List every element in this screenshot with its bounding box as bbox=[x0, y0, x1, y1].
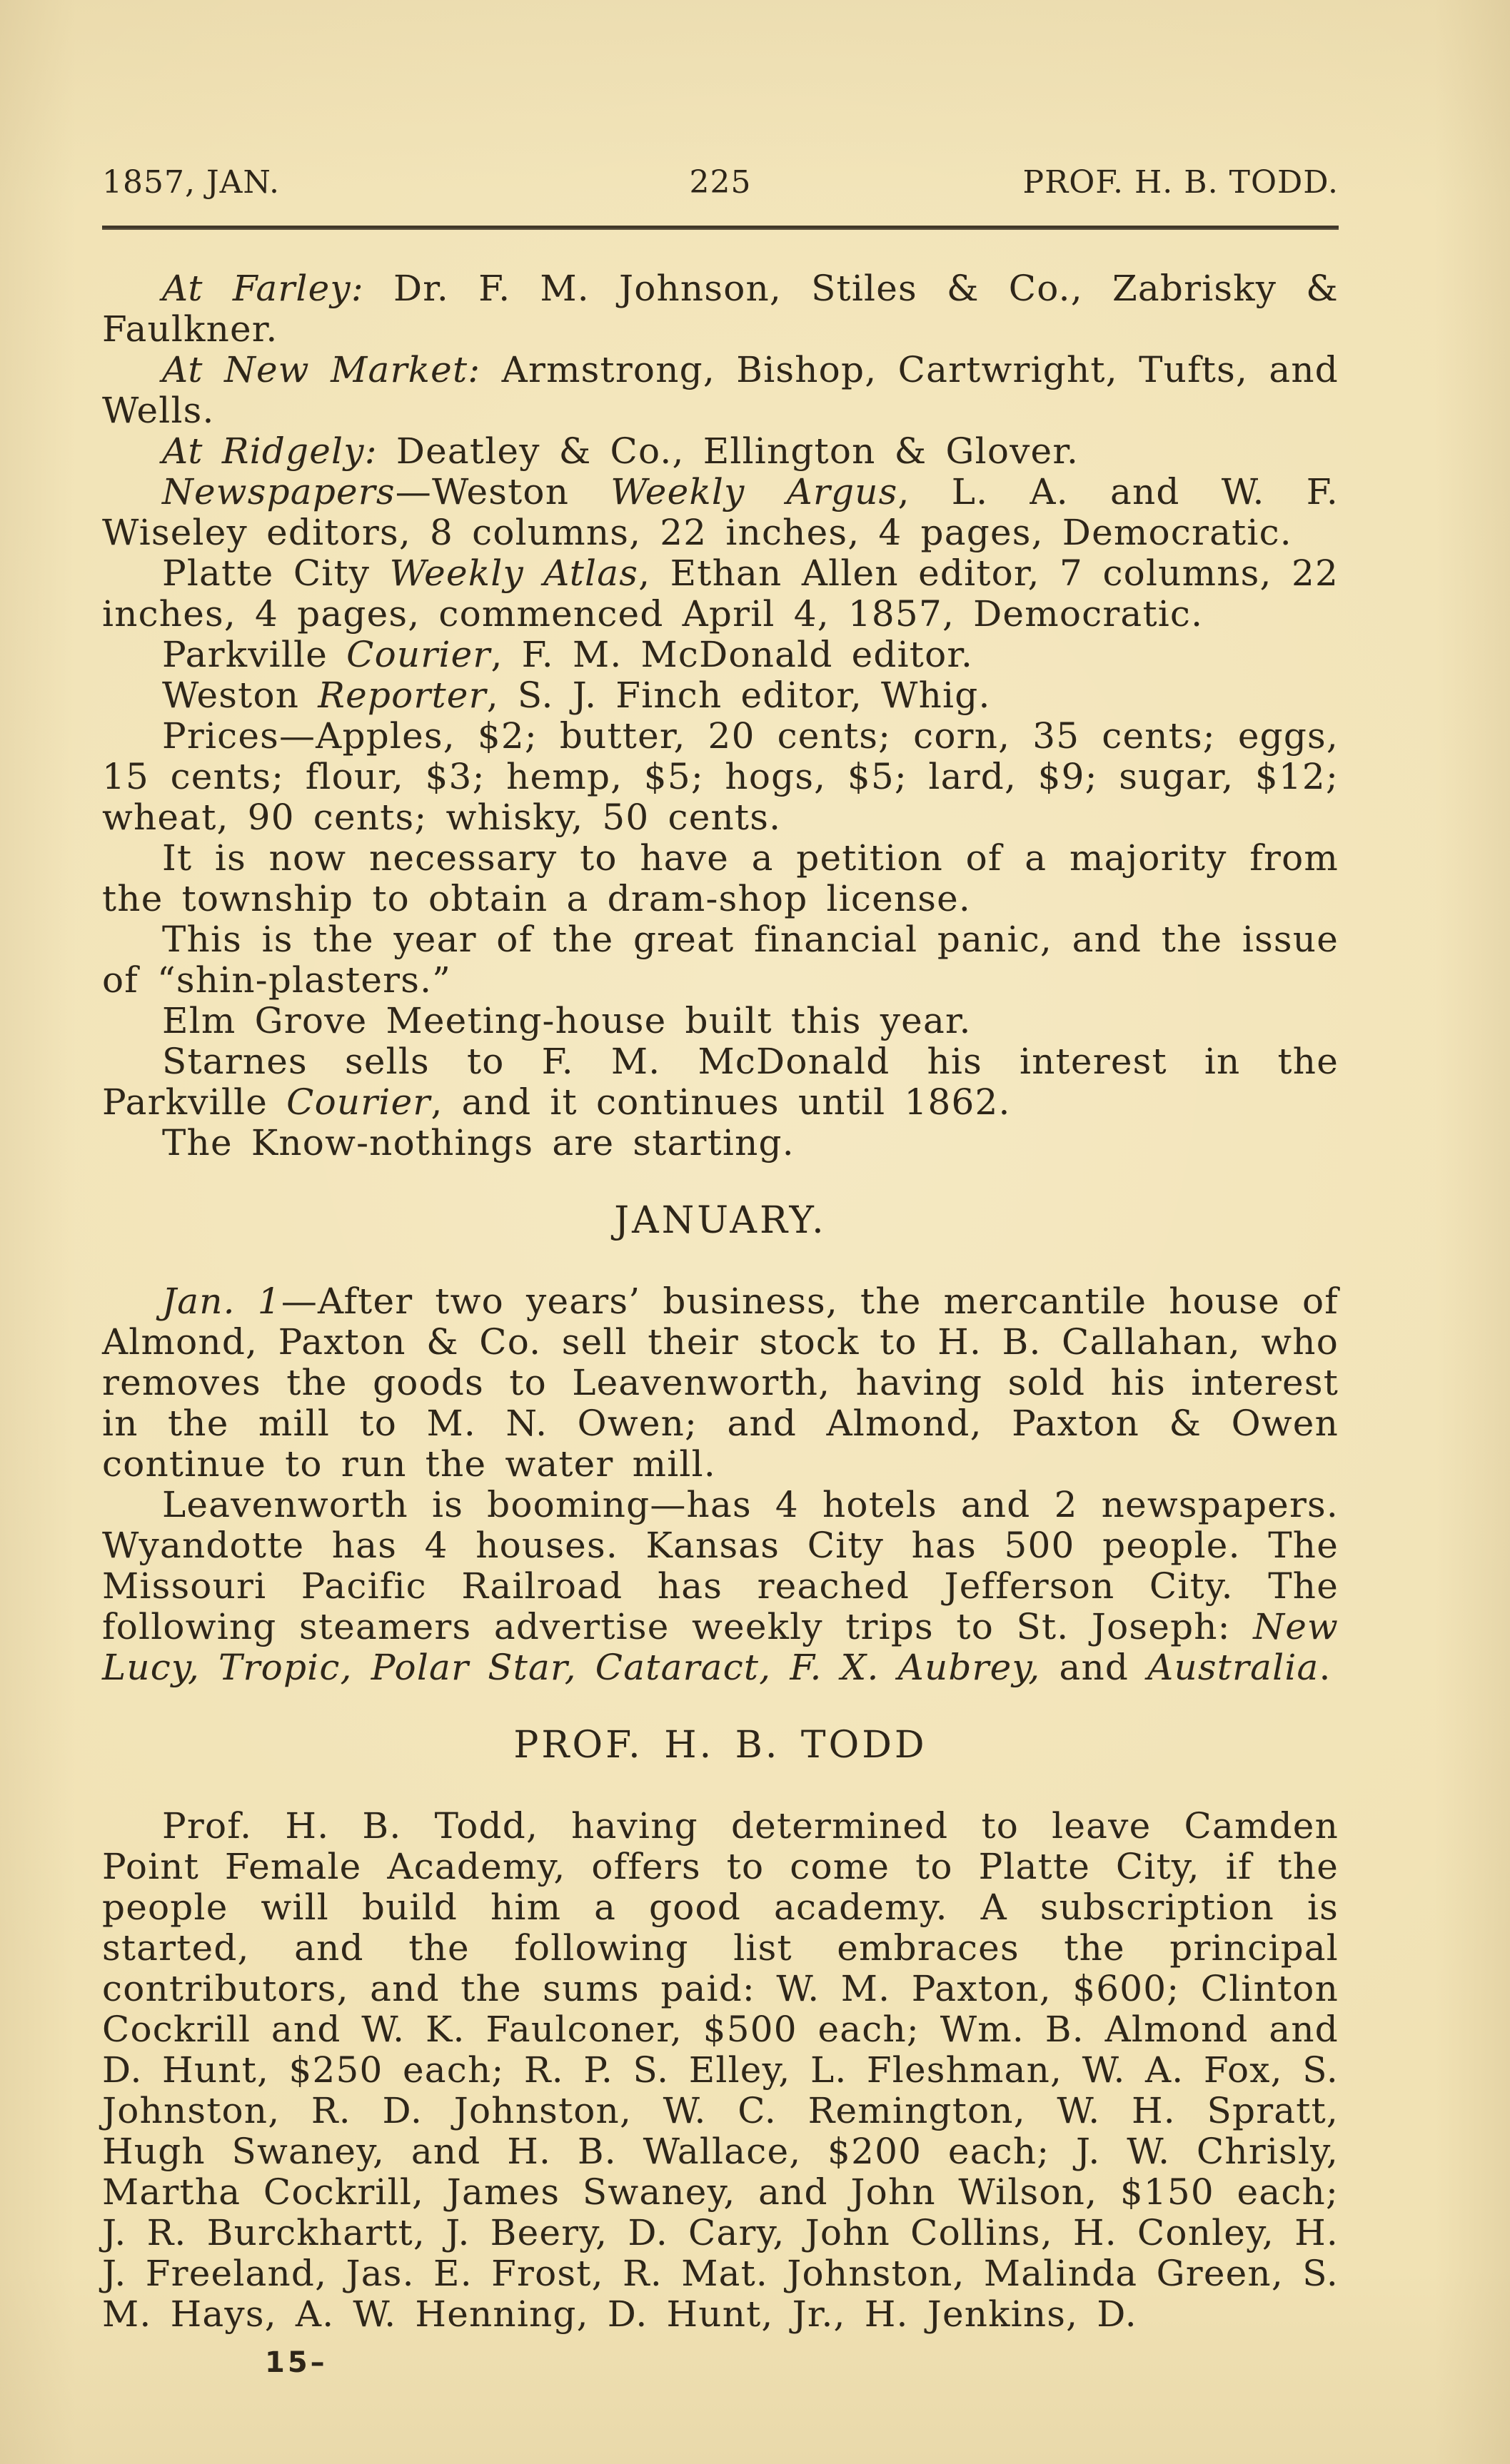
text-run: Elm Grove Meeting-house built this year. bbox=[162, 1000, 972, 1042]
text-run: , Ethan Allen editor, 7 columns, 22 inches, 4 pages, commenced April 4, 1857, Democratic. bbox=[102, 552, 1339, 635]
italic-run: At Farley: bbox=[162, 268, 394, 310]
paragraph bbox=[102, 268, 1339, 350]
italic-run: Courier bbox=[346, 634, 491, 676]
text-run: , L. A. and W. F. Wiseley editors, 8 columns, 22 inches, 4 pages, Democratic. bbox=[102, 471, 1339, 554]
text-run: . bbox=[1319, 1647, 1332, 1689]
paragraph bbox=[102, 1123, 1339, 1163]
italic-run: Courier bbox=[286, 1081, 431, 1124]
paragraph bbox=[102, 1001, 1339, 1041]
text-run: and bbox=[1040, 1647, 1148, 1689]
text-run: It is now necessary to have a petition of a majority from the township to obtain a dram-shop license. bbox=[102, 837, 1339, 920]
text-run: Armstrong, Bishop, Cartwright, Tufts, and Wells. bbox=[102, 349, 1339, 432]
italic-run: Australia bbox=[1147, 1647, 1319, 1689]
text-run: Prices—Apples, $2; butter, 20 cents; corn, 35 cents; eggs, 15 cents; flour, $3; hemp, $5; hogs, $5; lard, $9; sugar, $12; wheat, 90 cents; whisky, 50 cents. bbox=[102, 715, 1339, 839]
paragraph bbox=[102, 472, 1339, 553]
paragraph bbox=[102, 431, 1339, 472]
italic-run: Reporter bbox=[318, 675, 487, 717]
text-run: The Know-nothings are starting. bbox=[162, 1122, 795, 1164]
text-run: Weston bbox=[162, 675, 318, 717]
header-date: 1857, JAN. bbox=[102, 164, 281, 201]
text-run: —After two years’ business, the mercantile house of Almond, Paxton & Co. sell their stock to H. B. Callahan, who removes the goods to Leavenworth, having sold his interest in the mill to M. N. Owen; and Almond, Paxton & Owen continue to run the water mill. bbox=[102, 1281, 1339, 1485]
italic-run: Newspapers bbox=[162, 471, 396, 513]
italic-run: Jan. 1 bbox=[162, 1281, 281, 1323]
paragraph bbox=[102, 919, 1339, 1001]
paragraph bbox=[102, 635, 1339, 675]
italic-run: At New Market: bbox=[162, 349, 502, 391]
paragraph bbox=[102, 716, 1339, 838]
text-run: Starnes sells to F. M. McDonald his interest in the Parkville bbox=[102, 1041, 1339, 1124]
text-run: Leavenworth is booming—has 4 hotels and 2 newspapers. Wyandotte has 4 houses. Kansas City has 500 people. The Missouri Pacific Railroad has reached Jefferson City. The following steamers advertise weekly trips to St. Joseph: bbox=[102, 1484, 1339, 1648]
paragraph bbox=[102, 1806, 1339, 2335]
paragraph bbox=[102, 1041, 1339, 1123]
italic-run: New Lucy, Tropic, Polar Star, Cataract, F. X. Aubrey, bbox=[102, 1606, 1339, 1689]
text-run: Parkville bbox=[162, 634, 347, 676]
page-body bbox=[102, 268, 1339, 2335]
prof-todd-heading: PROF. H. B. TODD bbox=[513, 1724, 927, 1767]
paragraph bbox=[102, 553, 1339, 635]
text-run: Dr. F. M. Johnson, Stiles & Co., Zabrisky & Faulkner. bbox=[102, 268, 1339, 350]
text-run: —Weston bbox=[395, 471, 611, 513]
paragraph bbox=[102, 838, 1339, 919]
text-run: , F. M. McDonald editor. bbox=[490, 634, 974, 676]
italic-run: At Ridgely: bbox=[162, 430, 396, 473]
header-double-rule bbox=[102, 226, 1339, 230]
january-heading: JANUARY. bbox=[614, 1199, 827, 1243]
paragraph bbox=[102, 1485, 1339, 1688]
text-run: Platte City bbox=[162, 552, 390, 595]
paragraph bbox=[102, 675, 1339, 716]
text-run: This is the year of the great financial panic, and the issue of “shin-plasters.” bbox=[102, 919, 1339, 1001]
text-run: Deatley & Co., Ellington & Glover. bbox=[396, 430, 1079, 473]
italic-run: Weekly Atlas bbox=[389, 552, 639, 595]
paragraph bbox=[102, 350, 1339, 431]
page-number: 225 bbox=[689, 164, 752, 201]
header-chapter-title: PROF. H. B. TODD. bbox=[1022, 164, 1339, 201]
italic-run: Weekly Argus bbox=[610, 471, 898, 513]
text-run: , and it continues until 1862. bbox=[431, 1081, 1011, 1124]
paragraph bbox=[102, 1281, 1339, 1485]
running-head bbox=[102, 166, 1339, 200]
signature-mark: 15– bbox=[265, 2346, 328, 2380]
text-run: , S. J. Finch editor, Whig. bbox=[486, 675, 991, 717]
text-run: Prof. H. B. Todd, having determined to leave Camden Point Female Academy, offers to come to Platte City, if the people will build him a good academy. A subscription is started, and the following list embraces the principal contributors, and the sums paid: W. M. Paxton, $600; Clinton Cockrill and W. K. Faulconer, $500 each; Wm. B. Almond and D. Hunt, $250 each; R. P. S. Elley, L. Fleshman, W. A. Fox, S. Johnston, R. D. Johnston, W. C. Remington, W. H. Spratt, Hugh Swaney, and H. B. Wallace, $200 each; J. W. Chrisly, Martha Cockrill, James Swaney, and John Wilson, $150 each; J. R. Burckhartt, J. Beery, D. Cary, John Collins, H. Conley, H. J. Freeland, Jas. E. Frost, R. Mat. Johnston, Malinda Green, S. M. Hays, A. W. Henning, D. Hunt, Jr., H. Jenkins, D. bbox=[102, 1805, 1339, 2336]
